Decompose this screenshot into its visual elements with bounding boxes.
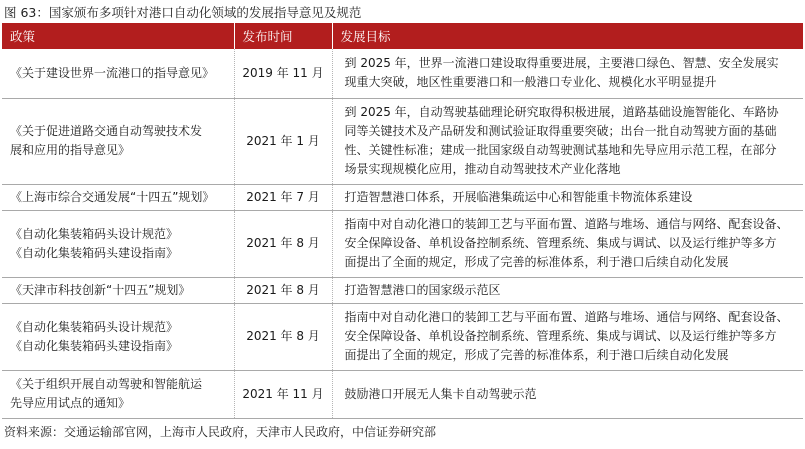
goal-text: 面提出了全面的规定，形成了完善的标准体系，利于港口后续自动化发展 bbox=[344, 255, 729, 269]
table-row bbox=[2, 49, 803, 98]
table-row bbox=[2, 210, 803, 277]
goal-text: 性、关键性标准；建成一批国家级自动驾驶测试基地和先导应用示范工程，在部分 bbox=[344, 143, 777, 157]
date-cell: 2021 年 11 月 bbox=[234, 370, 332, 418]
date-cell: 2021 年 7 月 bbox=[234, 184, 332, 210]
policy-text: 《天津市科技创新“十四五”规划》 bbox=[10, 282, 191, 297]
goal-cell bbox=[332, 303, 803, 370]
figure-title: 图 63：国家颁布多项针对港口自动化领域的发展指导意见及规范 bbox=[4, 5, 362, 20]
goal-text: 打造智慧港口体系，开展临港集疏运中心和智能重卡物流体系建设 bbox=[344, 189, 693, 204]
policy-cell bbox=[2, 303, 234, 370]
table-row bbox=[2, 98, 803, 184]
goal-text: 到 2025 年，自动驾驶基础理论研究取得积极进展，道路基础设施智能化、车路协 bbox=[344, 105, 779, 119]
goal-text: 现重大突破，地区性重要港口和一般港口专业化、规模化水平明显提升 bbox=[344, 75, 717, 90]
date-cell: 2021 年 8 月 bbox=[234, 303, 332, 370]
table-row bbox=[2, 303, 803, 370]
policy-text: 展和应用的指导意见》 bbox=[10, 143, 131, 157]
policy-text: 《关于促进道路交通自动驾驶技术发 bbox=[10, 124, 203, 138]
header-policy: 政策 bbox=[2, 23, 234, 49]
goal-text: 指南中对自动化港口的装卸工艺与平面布置、道路与堆场、通信与网络、配套设备、 bbox=[344, 217, 789, 231]
goal-text: 鼓励港口开展无人集卡自动驾驶示范 bbox=[344, 386, 537, 401]
policy-text: 《关于建设世界一流港口的指导意见》 bbox=[10, 65, 215, 80]
table-row bbox=[2, 184, 803, 210]
table-row bbox=[2, 277, 803, 303]
policy-cell bbox=[2, 370, 234, 418]
date-cell: 2021 年 1 月 bbox=[234, 98, 332, 184]
policy-cell bbox=[2, 210, 234, 277]
policy-text: 《自动化集装箱码头建设指南》 bbox=[10, 338, 179, 353]
goal-text: 安全保障设备、单机设备控制系统、管理系统、集成与调试、以及运行维护等多方 bbox=[344, 329, 777, 343]
goal-cell bbox=[332, 184, 803, 210]
goal-text: 同等关键技术及产品研发和测试验证取得重要突破；出台一批自动驾驶方面的基础 bbox=[344, 124, 777, 138]
policy-cell bbox=[2, 49, 234, 98]
goal-text: 安全保障设备、单机设备控制系统、管理系统、集成与调试、以及运行维护等多方 bbox=[344, 236, 777, 250]
goal-text: 场景实现规模化应用，推动自动驾驶技术产业化落地 bbox=[344, 162, 621, 176]
goal-cell bbox=[332, 210, 803, 277]
goal-text: 打造智慧港口的国家级示范区 bbox=[344, 282, 501, 297]
goal-cell bbox=[332, 277, 803, 303]
goal-text: 指南中对自动化港口的装卸工艺与平面布置、道路与堆场、通信与网络、配套设备、 bbox=[344, 310, 789, 324]
policy-cell bbox=[2, 277, 234, 303]
policy-text: 《关于组织开展自动驾驶和智能航运 bbox=[10, 377, 203, 391]
header-goal: 发展目标 bbox=[332, 23, 803, 49]
policy-table bbox=[2, 23, 803, 419]
goal-cell bbox=[332, 98, 803, 184]
policy-cell bbox=[2, 98, 234, 184]
date-cell: 2019 年 11 月 bbox=[234, 49, 332, 98]
policy-cell bbox=[2, 184, 234, 210]
table-row bbox=[2, 370, 803, 418]
date-cell: 2021 年 8 月 bbox=[234, 210, 332, 277]
source-note: 资料来源：交通运输部官网，上海市人民政府，天津市人民政府，中信证券研究部 bbox=[4, 425, 437, 439]
goal-text: 面提出了全面的规定，形成了完善的标准体系，利于港口后续自动化发展 bbox=[344, 348, 729, 362]
policy-text: 先导应用试点的通知》 bbox=[10, 396, 131, 410]
table-header-row bbox=[2, 23, 803, 49]
goal-cell bbox=[332, 370, 803, 418]
header-date: 发布时间 bbox=[234, 23, 332, 49]
goal-text: 到 2025 年，世界一流港口建设取得重要进展，主要港口绿色、智慧、安全发展实 bbox=[344, 56, 779, 71]
policy-text: 《自动化集装箱码头建设指南》 bbox=[10, 245, 179, 260]
date-cell: 2021 年 8 月 bbox=[234, 277, 332, 303]
policy-text: 《上海市综合交通发展“十四五”规划》 bbox=[10, 189, 215, 204]
policy-text: 《自动化集装箱码头设计规范》 bbox=[10, 319, 179, 334]
policy-text: 《自动化集装箱码头设计规范》 bbox=[10, 226, 179, 241]
goal-cell bbox=[332, 49, 803, 98]
